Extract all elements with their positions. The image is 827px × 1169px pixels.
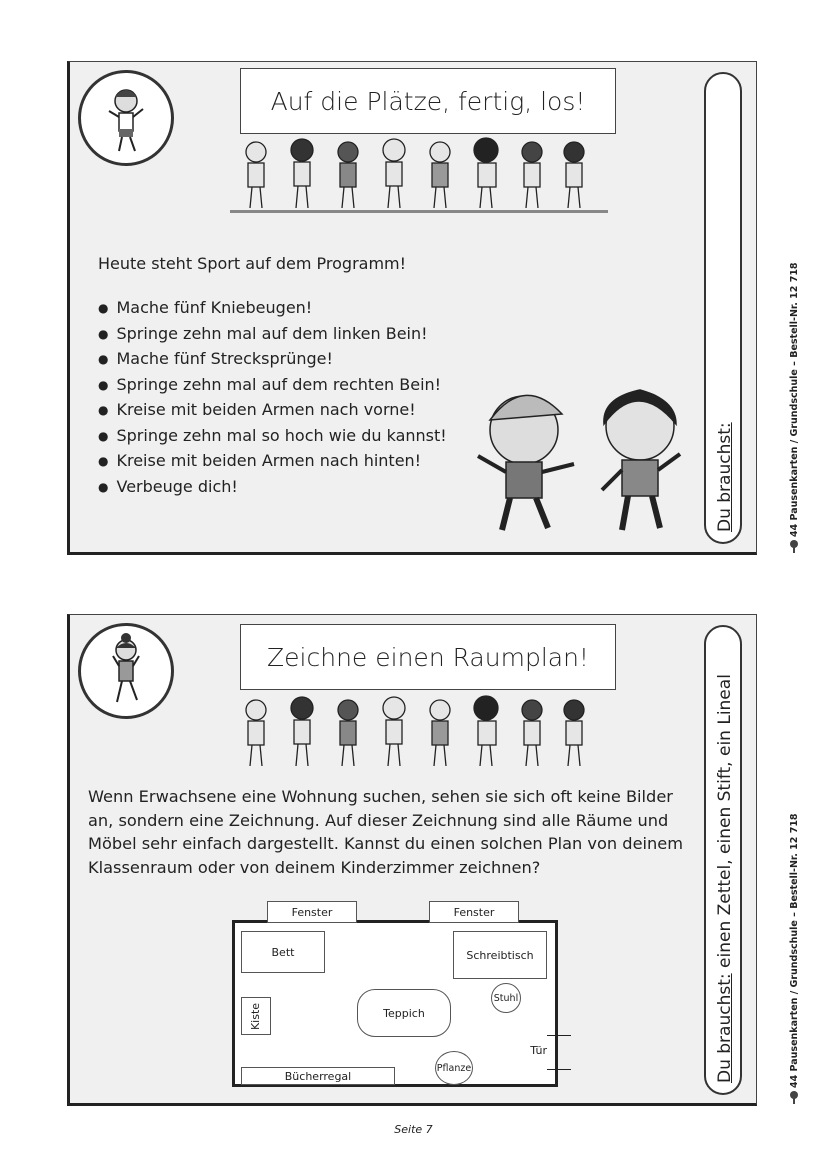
boy-cap-icon [81,73,171,163]
instruction-paragraph: Wenn Erwachsene eine Wohnung suchen, sehen sie sich oft keine Bilder an, sondern eine Zeichnung. Auf dieser Zeichnung sind alle Räume und Möbel sehr einfach dargestellt. Kannst du einen solchen Plan von deinem Klassenraum oder von deinem Kinderzimmer zeichnen? [88,787,684,877]
list-item: ● Kreise mit beiden Armen nach hinten! [98,449,447,475]
children-row-illustration [230,690,608,772]
list-item: ● Springe zehn mal auf dem linken Bein! [98,322,447,348]
materials-items: einen Zettel, einen Stift, ein Lineal [715,674,735,968]
materials-box [704,625,742,1095]
jumping-kids-illustration [462,380,694,550]
list-item: ● Mache fünf Strecksprünge! [98,347,447,373]
plan-box [241,997,271,1035]
plan-door-line-bottom [547,1069,571,1070]
order-number-text: 44 Pausenkarten / Grundschule – Bestell-Nr. 12 718 [789,262,800,537]
plan-door-line-top [547,1035,571,1036]
banner-title: Zeichne einen Raumplan! [240,624,616,690]
publisher-logo-icon [787,539,801,553]
materials-box [704,72,742,544]
materials-label: Du brauchst: [715,422,735,532]
girl-jumping-icon [81,626,171,716]
task-list [98,296,447,500]
room-plan-diagram [232,905,558,1087]
plan-window-right: Fenster [429,901,519,923]
banner-title: Auf die Plätze, fertig, los! [240,68,616,134]
plan-carpet: Teppich [357,989,451,1037]
ground-line [230,210,608,213]
plan-bed: Bett [241,931,325,973]
materials-text [715,422,735,532]
plan-plant: Pflanze [435,1051,473,1085]
plan-chair: Stuhl [491,983,521,1013]
margin-strip-bottom [783,614,809,1106]
order-number-text: 44 Pausenkarten / Grundschule – Bestell-Nr. 12 718 [789,813,800,1088]
avatar-circle [78,70,174,166]
pause-card-sport [67,61,757,555]
margin-strip-top [783,61,809,555]
plan-bookshelf: Bücherregal [241,1067,395,1085]
list-item: ● Springe zehn mal so hoch wie du kannst! [98,424,447,450]
plan-desk: Schreibtisch [453,931,547,979]
plan-box-label: Kiste [249,1002,263,1030]
page-number: Seite 7 [394,1123,433,1136]
publisher-logo-icon [787,1090,801,1104]
plan-door: Tür [530,1044,547,1057]
pause-card-room-plan [67,614,757,1106]
list-item: ● Mache fünf Kniebeugen! [98,296,447,322]
list-item: ● Verbeuge dich! [98,475,447,501]
list-item: ● Springe zehn mal auf dem rechten Bein! [98,373,447,399]
avatar-circle [78,623,174,719]
plan-window-left: Fenster [267,901,357,923]
materials-label: Du brauchst: [715,973,735,1083]
children-row-illustration [230,132,608,214]
materials-text [715,674,735,1083]
intro-text: Heute steht Sport auf dem Programm! [98,254,407,273]
list-item: ● Kreise mit beiden Armen nach vorne! [98,398,447,424]
